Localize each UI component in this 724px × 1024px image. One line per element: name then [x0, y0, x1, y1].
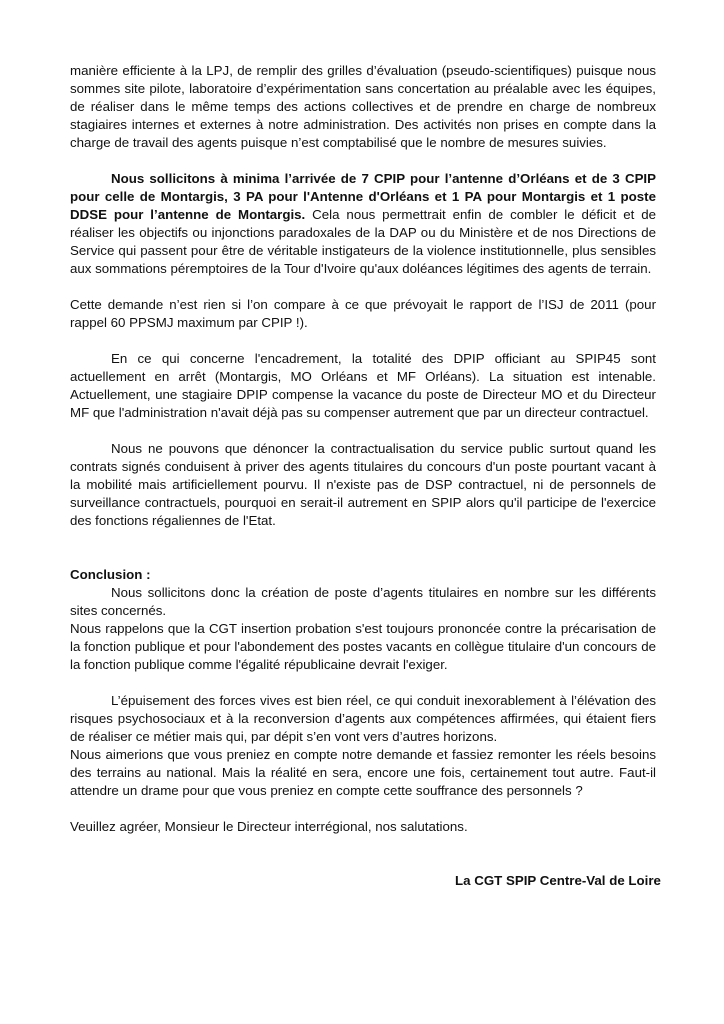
conclusion-heading: Conclusion : [70, 567, 151, 582]
paragraph-management: En ce qui concerne l'encadrement, la totalité des DPIP officiant au SPIP45 sont actuellement en arrêt (Montargis, MO Orléans et MF Orléans). La situation est intenable. Actuellement, une stagiaire DPIP compense la vacance du poste de Directeur MO et du Directeur MF que l'administration n'avait déjà pas su compenser autrement que par un directeur contractuel. [70, 351, 656, 420]
paragraph-cgt-position: Nous rappelons que la CGT insertion probation s'est toujours prononcée contre la précarisation de la fonction publique et pour l'abondement des postes vacants en collègue titulaire d'un concours de la fonction publique comme l'égalité républicaine devrait l'exiger. [70, 621, 656, 672]
paragraph-national-needs: Nous aimerions que vous preniez en compte notre demande et fassiez remonter les réels besoins des terrains au national. Mais la réalité en sera, encore une fois, certainement tout autre. Faut-il attendre un drame pour que vous preniez en compte cette souffrance des personnels ? [70, 747, 656, 798]
letter-body [70, 62, 656, 836]
paragraph-contracts: Nous ne pouvons que dénoncer la contractualisation du service public surtout quand les contrats signés conduisent à priver des agents titulaires du concours d'un poste pourtant vacant à la mobilité mais artificiellement pourvu. Il n'existe pas de DSP contractuel, ni de personnels de surveillance contractuels, pourquoi en serait-il autrement en SPIP alors qu'il participe de l'exercice des fonctions régaliennes de l'Etat. [70, 441, 656, 528]
staff-request-rest: Cela nous permettrait enfin de combler le déficit et de réaliser les objectifs ou injonctions paradoxales de la DAP ou du Ministère et de nos Directions de Service qui passent pour être de véritable instigateurs de la violence institutionnelle, plus sensibles aux sommations péremptoires de la Tour d'Ivoire qu'aux doléances légitimes des agents de terrain. [70, 207, 656, 276]
staff-request-bold: Nous sollicitons à minima l’arrivée de 7 CPIP pour l’antenne d’Orléans et de 3 CPIP pour celle de Montargis, 3 PA pour l'Antenne d'Orléans et 1 PA pour Montargis et 1 poste DDSE pour l’antenne de Montargis. [70, 171, 656, 222]
paragraph-conclusion-request: Nous sollicitons donc la création de poste d’agents titulaires en nombre sur les différents sites concernés. [70, 585, 656, 618]
paragraph-isj-report: Cette demande n’est rien si l’on compare à ce que prévoyait le rapport de l’ISJ de 2011 (pour rappel 60 PPSMJ maximum par CPIP !). [70, 297, 656, 330]
paragraph-staff-request [70, 170, 656, 278]
paragraph-closing: Veuillez agréer, Monsieur le Directeur interrégional, nos salutations. [70, 819, 468, 834]
paragraph-exhaustion: L’épuisement des forces vives est bien réel, ce qui conduit inexorablement à l’élévation des risques psychosociaux et à la reconversion d’agents aux compétences affirmées, qui étaient fiers de réaliser ce métier mais qui, par dépit s’en vont vers d’autres horizons. [70, 693, 656, 744]
signature: La CGT SPIP Centre-Val de Loire [455, 873, 661, 888]
paragraph-workload: manière efficiente à la LPJ, de remplir des grilles d’évaluation (pseudo-scientifiques) puisque nous sommes site pilote, laboratoire d’expérimentation sans concertation au préalable avec les équipes, de réaliser dans le même temps des actions collectives et de prendre en charge de nombreux stagiaires internes et externes à notre administration. Des activités non prises en compte dans la charge de travail des agents puisque n’est comptabilisé que le nombre de mesures suivies. [70, 63, 656, 150]
